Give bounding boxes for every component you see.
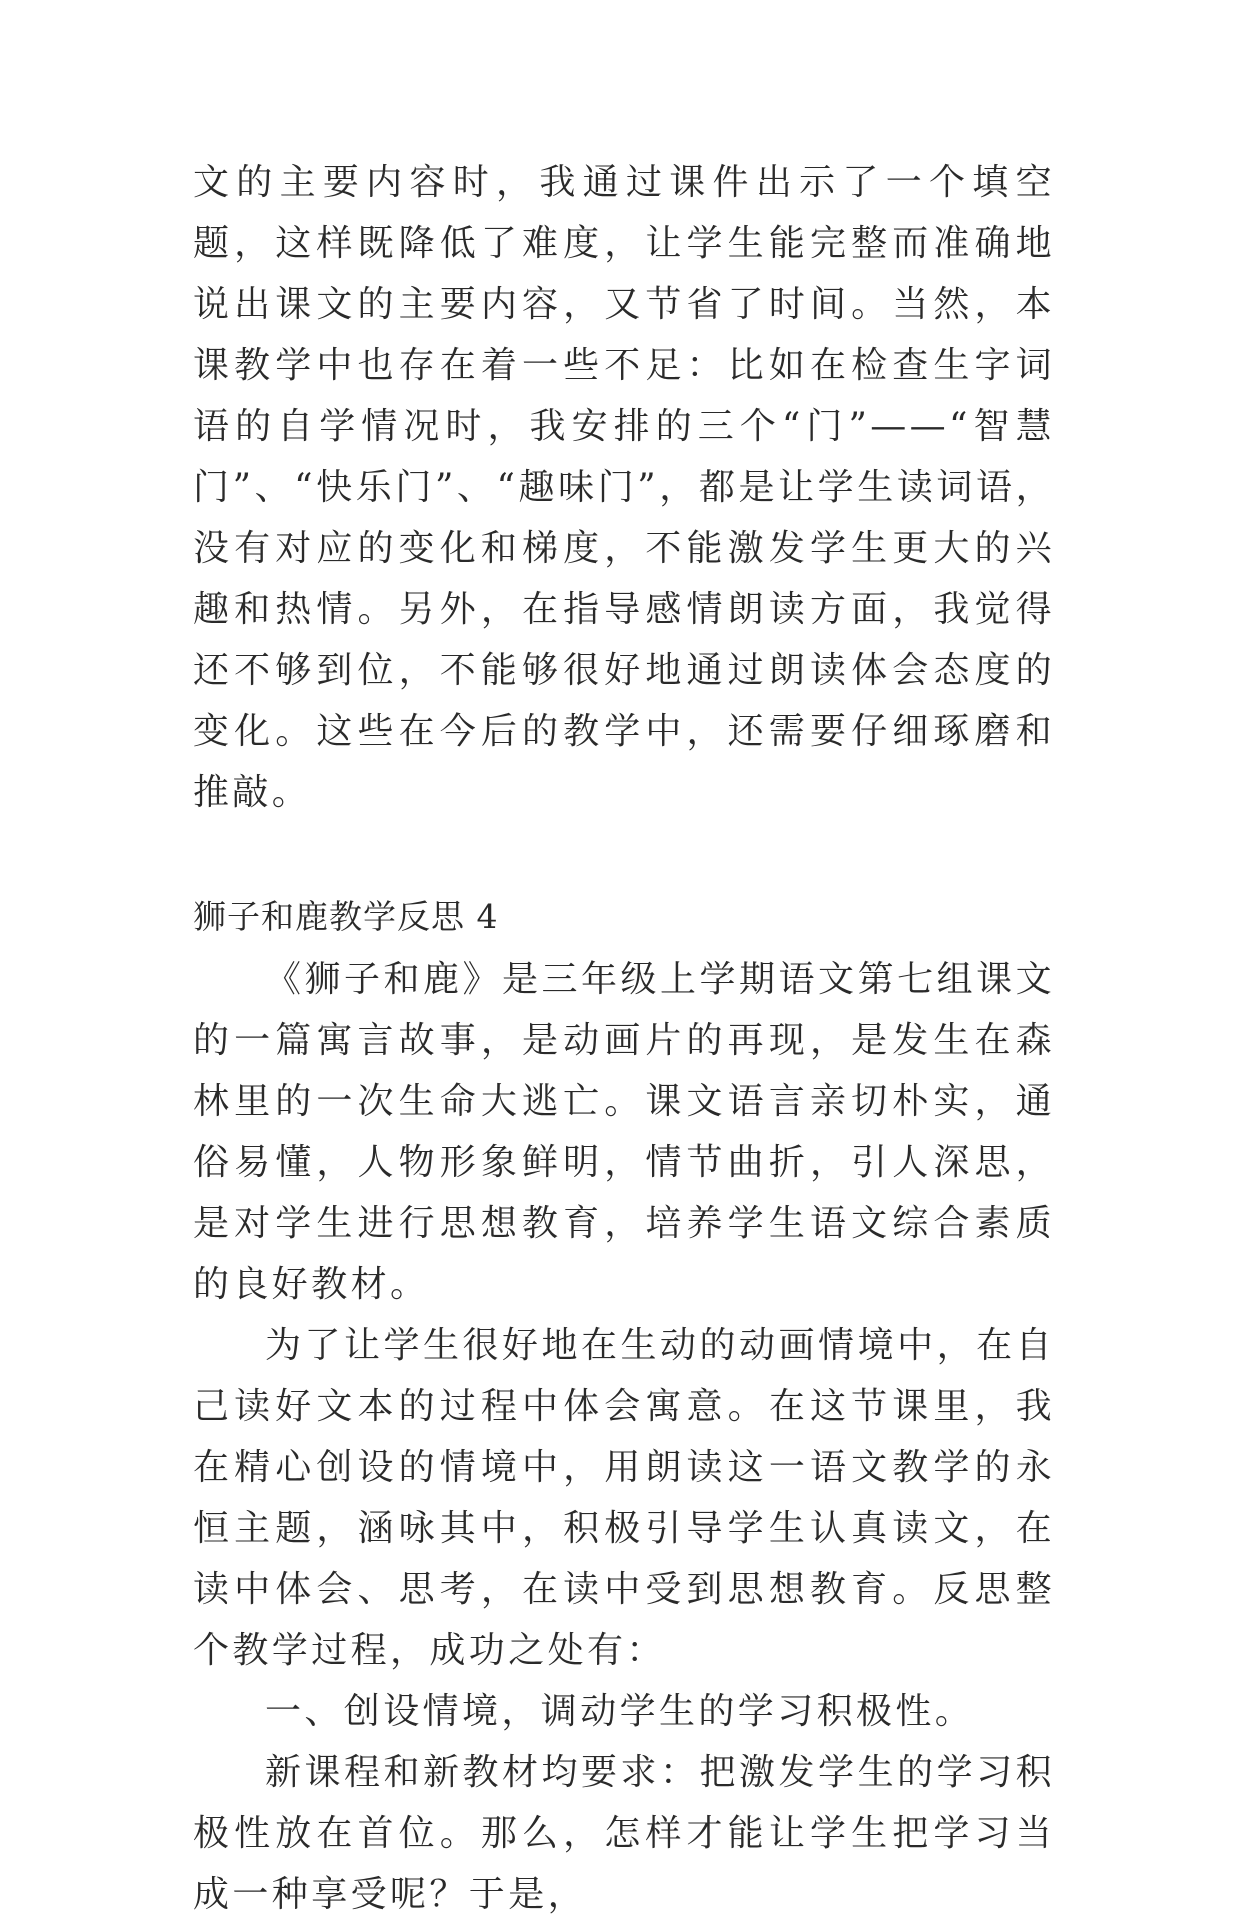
body-paragraph: 新课程和新教材均要求：把激发学生的学习积极性放在首位。那么，怎样才能让学生把学习当成一种享受呢？于是，: [193, 1752, 1055, 1915]
section-spacer: [193, 823, 1055, 885]
body-paragraph: 《狮子和鹿》是三年级上学期语文第七组课文的一篇寓言故事，是动画片的再现，是发生在森林里的一次生命大逃亡。课文语言亲切朴实，通俗易懂，人物形象鲜明，情节曲折，引人深思，是对学生进行思想教育，培养学生语文综合素质的良好教材。: [193, 959, 1055, 1305]
document-body: [193, 152, 1055, 1925]
continued-paragraph: 文的主要内容时，我通过课件出示了一个填空题，这样既降低了难度，让学生能完整而准确地说出课文的主要内容，又节省了时间。当然，本课教学中也存在着一些不足：比如在检查生字词语的自学情况时，我安排的三个“门”——“智慧门”、“快乐门”、“趣味门”，都是让学生读词语，没有对应的变化和梯度，不能激发学生更大的兴趣和热情。另外，在指导感情朗读方面，我觉得还不够到位，不能够很好地通过朗读体会态度的变化。这些在今后的教学中，还需要仔细琢磨和推敲。: [193, 162, 1055, 813]
section-title: 狮子和鹿教学反思 4: [193, 897, 499, 936]
body-paragraph: 为了让学生很好地在生动的动画情境中，在自己读好文本的过程中体会寓意。在这节课里，我在精心创设的情境中，用朗读这一语文教学的永恒主题，涵咏其中，积极引导学生认真读文，在读中体会、思考，在读中受到思想教育。反思整个教学过程，成功之处有：: [193, 1325, 1055, 1671]
list-heading: 一、创设情境，调动学生的学习积极性。: [265, 1691, 975, 1732]
